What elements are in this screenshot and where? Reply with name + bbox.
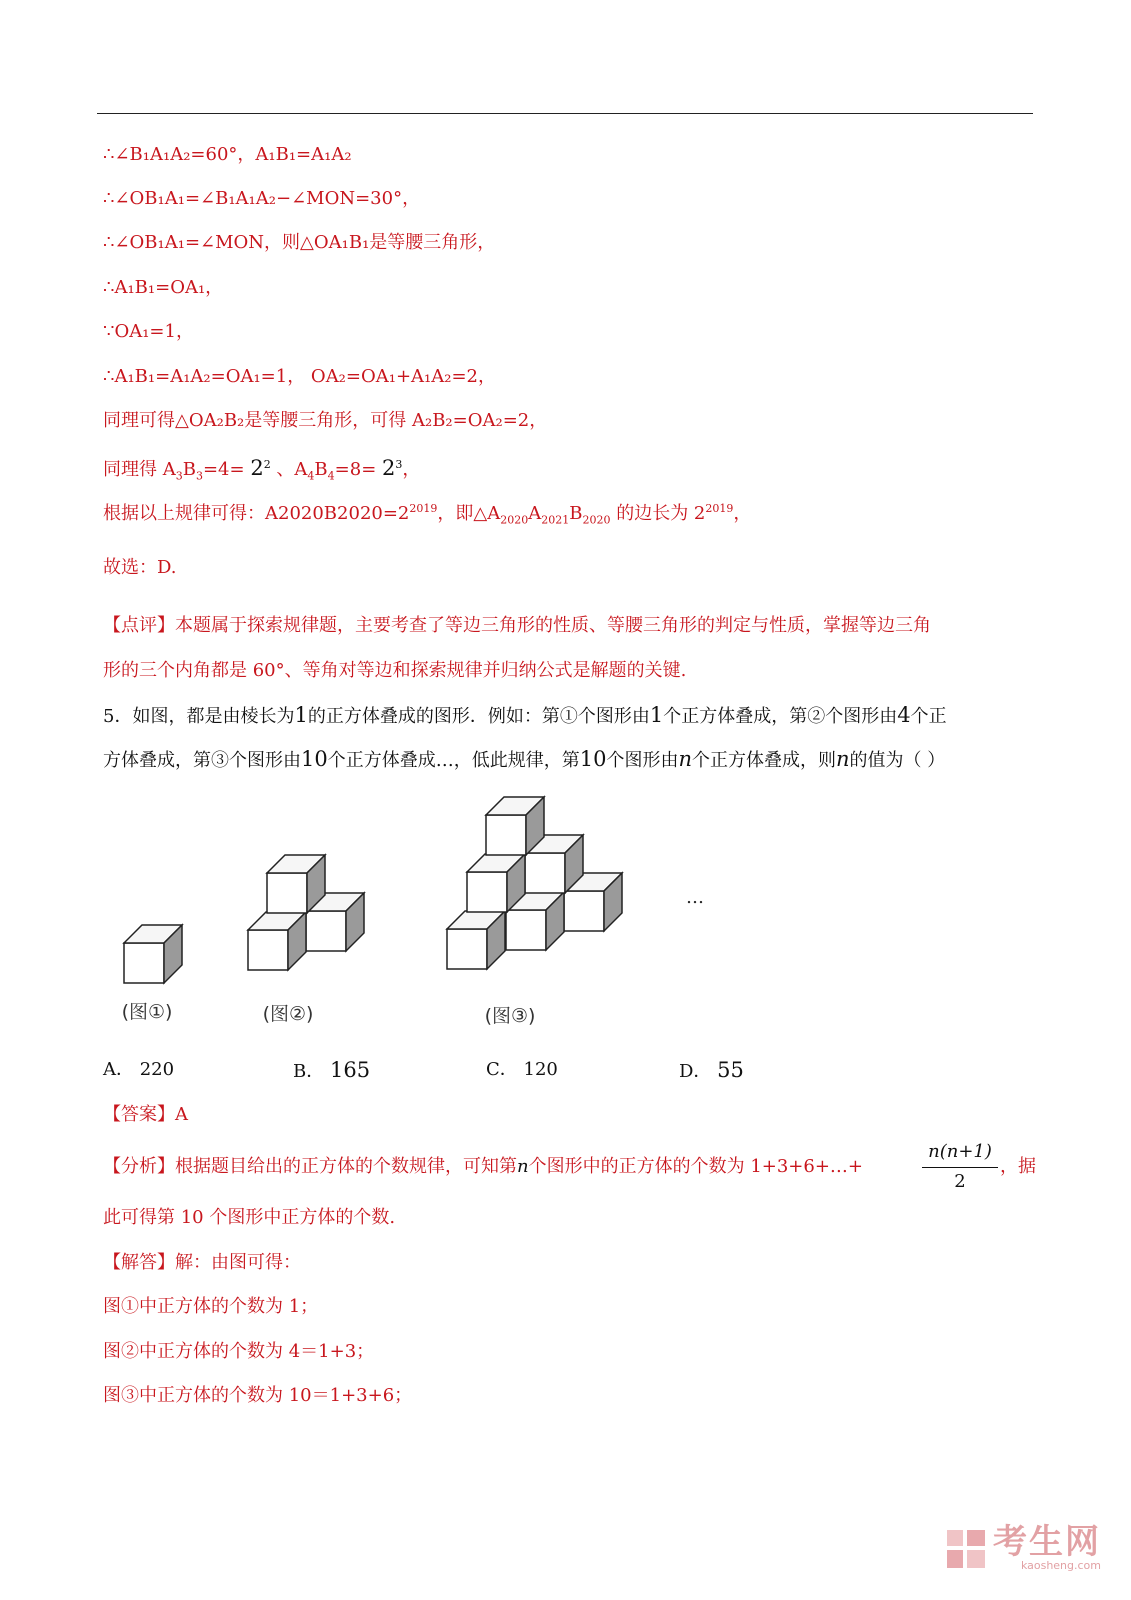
option-b: B． 165 (293, 1058, 371, 1082)
solution-step: 图①中正方体的个数为 1； (103, 1296, 319, 1317)
figure-1-label: (图①) (121, 1001, 173, 1023)
comment-line: 【点评】本题属于探索规律题，主要考查了等边三角形的性质、等腰三角形的判定与性质，掌握等边三角 (103, 615, 931, 636)
solution-line: ∴A₁B₁=A₁A₂=OA₁=1， OA₂=OA₁+A₁A₂=2， (103, 366, 497, 387)
analysis-tail: ，据 (1000, 1156, 1036, 1177)
solution-line: 同理可得△OA₂B₂是等腰三角形，可得 A₂B₂=OA₂=2， (103, 410, 548, 431)
figure-2-label: (图②) (262, 1003, 314, 1025)
solution-title: 【解答】解：由图可得： (103, 1252, 301, 1273)
option-a: A． 220 (103, 1059, 175, 1080)
solution-line-rule: 根据以上规律可得：$A2020B2020=2^{2019}$，即$\triangle A_{2020}A_{2021}B_{2020}$ 的边长为 $2^{2019}$， (103, 502, 752, 527)
option-c: C． 120 (486, 1059, 558, 1080)
solution-line: ∴∠OB₁A₁=∠MON，则△OA₁B₁是等腰三角形， (103, 232, 496, 253)
watermark (945, 1522, 1101, 1572)
choice-line: 故选：D. (103, 557, 177, 578)
watermark-text: 考生网 (993, 1522, 1101, 1562)
figure-1-cubes (124, 925, 182, 983)
watermark-logo-icon (945, 1528, 987, 1570)
fraction: $\frac{n(n+1)}{2}$ (922, 1140, 998, 1194)
analysis-line-2: 此可得第 10 个图形中正方体的个数. (103, 1207, 396, 1228)
comment-line: 形的三个内角都是 60°、等角对等边和探索规律并归纳公式是解题的关键. (103, 660, 687, 681)
continuation-dots: … (686, 887, 704, 908)
question-5-line-2: 方体叠成，第③个图形由10个正方体叠成…，低此规律，第10个图形由n个正方体叠成，则n的值为（ ） (103, 747, 946, 771)
analysis-line: 【分析】根据题目给出的正方体的个数规律，可知第n个图形中的正方体的个数为 1+3+6+…+ (103, 1156, 863, 1177)
question-5-line-1: 5．如图，都是由棱长为1的正方体叠成的图形．例如：第①个图形由1个正方体叠成，第②个图形由4个正 (103, 703, 947, 727)
solution-line-powers: 同理得 $A_3B_3=4= 2^2$ 、$A_4B_4=8= 2^3$， (103, 456, 421, 483)
solution-step: 图③中正方体的个数为 10＝1+3+6； (103, 1385, 413, 1406)
solution-line: ∵OA₁=1， (103, 321, 194, 342)
option-d: D． 55 (679, 1058, 744, 1082)
figure-3-cubes (447, 797, 622, 969)
solution-line: ∴A₁B₁=OA₁， (103, 277, 224, 298)
solution-step: 图②中正方体的个数为 4＝1+3； (103, 1341, 375, 1362)
solution-line: ∴∠OB₁A₁=∠B₁A₁A₂−∠MON=30°， (103, 188, 421, 209)
solution-line: ∴∠B₁A₁A₂=60°，A₁B₁=A₁A₂ (103, 144, 352, 165)
figure-2-cubes (248, 855, 364, 970)
watermark-url: kaosheng.com (1020, 1559, 1101, 1572)
figure-3-label: (图③) (484, 1005, 536, 1027)
answer-line: 【答案】A (103, 1104, 188, 1125)
